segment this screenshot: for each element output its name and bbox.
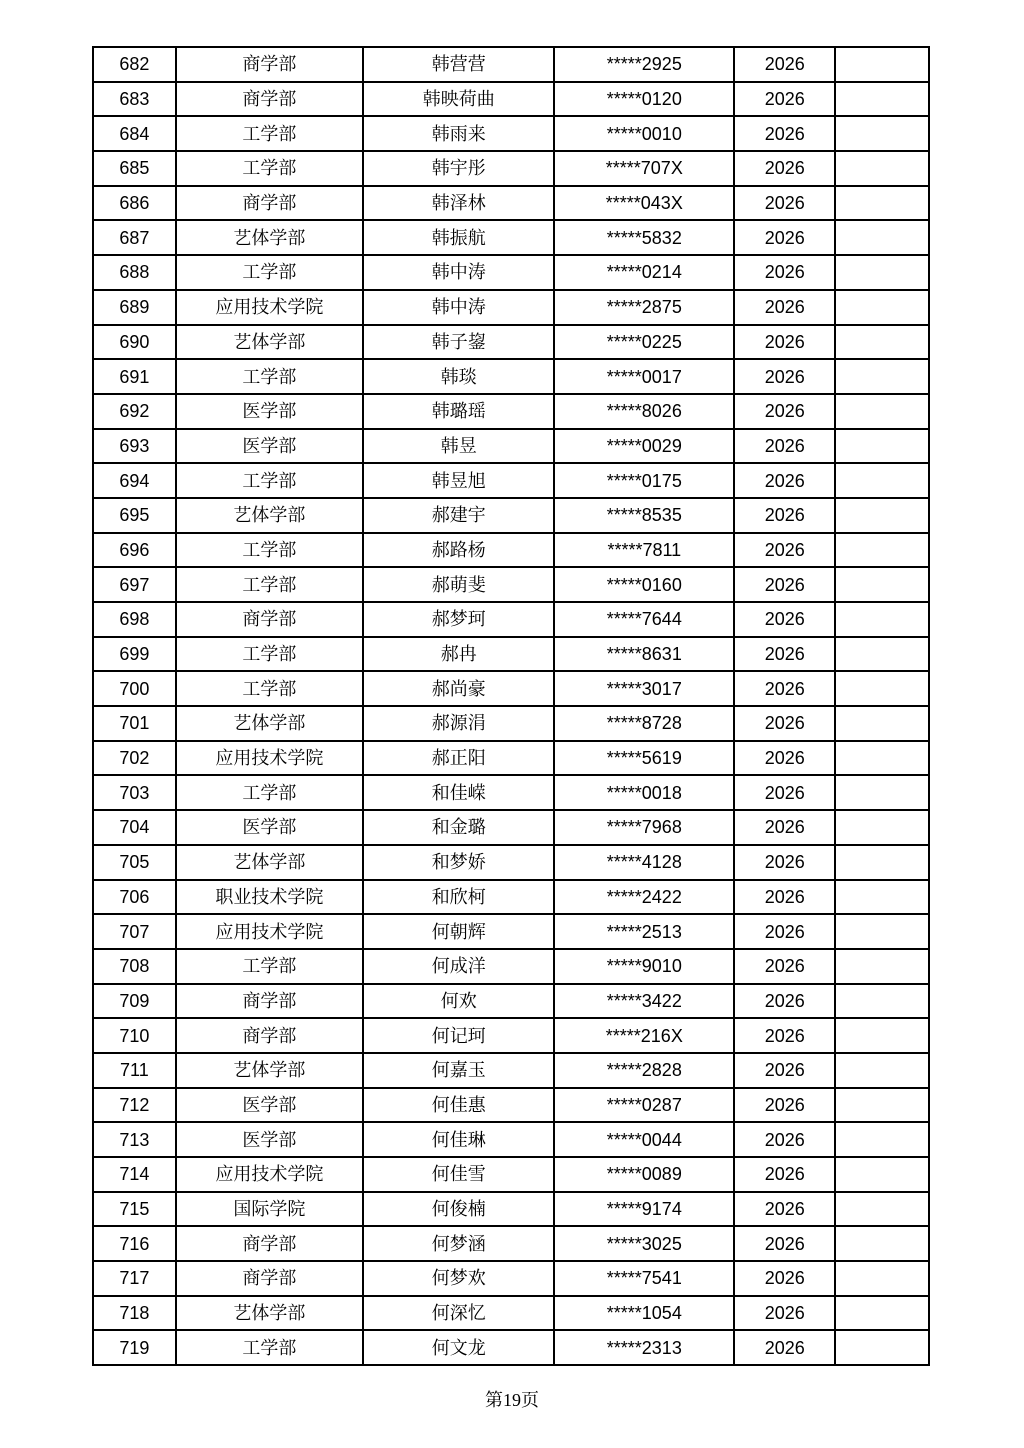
cell-name: 何佳雪 [363,1157,554,1192]
cell-index: 686 [93,186,176,221]
cell-index: 703 [93,775,176,810]
cell-department: 医学部 [176,1088,363,1123]
cell-id-masked: *****2513 [554,914,734,949]
table-row [93,533,929,568]
cell-id-masked: *****7541 [554,1261,734,1296]
cell-year: 2026 [734,82,835,117]
cell-index: 689 [93,290,176,325]
cell-name: 郝源涓 [363,706,554,741]
cell-name: 郝冉 [363,637,554,672]
cell-index: 705 [93,845,176,880]
cell-department: 应用技术学院 [176,290,363,325]
cell-id-masked: *****8728 [554,706,734,741]
cell-note [835,775,929,810]
cell-id-masked: *****5619 [554,741,734,776]
table-row [93,151,929,186]
cell-name: 何佳惠 [363,1088,554,1123]
table-row [93,116,929,151]
cell-note [835,533,929,568]
cell-id-masked: *****2925 [554,47,734,82]
cell-index: 700 [93,671,176,706]
table-row [93,1261,929,1296]
cell-year: 2026 [734,1088,835,1123]
cell-name: 韩雨来 [363,116,554,151]
cell-index: 697 [93,567,176,602]
cell-id-masked: *****2875 [554,290,734,325]
cell-note [835,1088,929,1123]
cell-name: 韩昱 [363,429,554,464]
cell-note [835,1226,929,1261]
cell-id-masked: *****0018 [554,775,734,810]
cell-name: 何文龙 [363,1330,554,1365]
cell-id-masked: *****216X [554,1018,734,1053]
cell-index: 685 [93,151,176,186]
cell-index: 715 [93,1192,176,1227]
table-row [93,914,929,949]
table-row [93,880,929,915]
student-roster-table [92,46,930,1366]
cell-note [835,880,929,915]
table-row [93,186,929,221]
cell-note [835,845,929,880]
cell-id-masked: *****0214 [554,255,734,290]
table-row [93,1018,929,1053]
table-row [93,1330,929,1365]
cell-id-masked: *****0044 [554,1122,734,1157]
cell-department: 工学部 [176,775,363,810]
cell-department: 商学部 [176,82,363,117]
cell-id-masked: *****2313 [554,1330,734,1365]
cell-index: 707 [93,914,176,949]
cell-year: 2026 [734,1192,835,1227]
cell-index: 712 [93,1088,176,1123]
cell-name: 韩映荷曲 [363,82,554,117]
cell-note [835,1122,929,1157]
page-number: 第19页 [485,1390,539,1410]
cell-id-masked: *****0089 [554,1157,734,1192]
cell-id-masked: *****1054 [554,1296,734,1331]
cell-year: 2026 [734,1296,835,1331]
cell-department: 商学部 [176,186,363,221]
cell-note [835,1192,929,1227]
cell-id-masked: *****043X [554,186,734,221]
cell-name: 郝萌斐 [363,567,554,602]
cell-note [835,47,929,82]
cell-note [835,290,929,325]
cell-id-masked: *****0017 [554,359,734,394]
cell-index: 713 [93,1122,176,1157]
cell-note [835,671,929,706]
table-row [93,741,929,776]
cell-name: 何记珂 [363,1018,554,1053]
table-row [93,775,929,810]
table-row [93,1088,929,1123]
cell-department: 艺体学部 [176,706,363,741]
cell-year: 2026 [734,47,835,82]
cell-id-masked: *****0010 [554,116,734,151]
cell-year: 2026 [734,914,835,949]
cell-id-masked: *****2828 [554,1053,734,1088]
cell-year: 2026 [734,429,835,464]
page-footer [0,1386,1024,1412]
cell-year: 2026 [734,810,835,845]
table-row [93,394,929,429]
cell-department: 商学部 [176,1261,363,1296]
cell-id-masked: *****2422 [554,880,734,915]
table-row [93,325,929,360]
table-row [93,429,929,464]
table-row [93,290,929,325]
cell-index: 682 [93,47,176,82]
cell-department: 工学部 [176,359,363,394]
cell-year: 2026 [734,533,835,568]
cell-year: 2026 [734,151,835,186]
cell-year: 2026 [734,741,835,776]
cell-year: 2026 [734,602,835,637]
cell-index: 693 [93,429,176,464]
cell-department: 工学部 [176,463,363,498]
cell-department: 医学部 [176,1122,363,1157]
cell-name: 何深忆 [363,1296,554,1331]
table-row [93,1192,929,1227]
table-row [93,1296,929,1331]
cell-department: 商学部 [176,1018,363,1053]
table-row [93,1226,929,1261]
cell-note [835,810,929,845]
cell-index: 684 [93,116,176,151]
cell-note [835,706,929,741]
cell-name: 和佳嵘 [363,775,554,810]
cell-id-masked: *****0287 [554,1088,734,1123]
table-row [93,1053,929,1088]
cell-id-masked: *****4128 [554,845,734,880]
cell-note [835,255,929,290]
cell-index: 704 [93,810,176,845]
cell-department: 艺体学部 [176,1296,363,1331]
cell-id-masked: *****0225 [554,325,734,360]
cell-name: 何梦涵 [363,1226,554,1261]
table-row [93,984,929,1019]
cell-name: 何成洋 [363,949,554,984]
cell-id-masked: *****8631 [554,637,734,672]
cell-year: 2026 [734,186,835,221]
cell-name: 何佳琳 [363,1122,554,1157]
table-row [93,1157,929,1192]
cell-note [835,741,929,776]
cell-name: 郝尚豪 [363,671,554,706]
cell-note [835,429,929,464]
cell-index: 691 [93,359,176,394]
cell-index: 710 [93,1018,176,1053]
cell-note [835,1157,929,1192]
table-row [93,220,929,255]
cell-department: 艺体学部 [176,325,363,360]
cell-year: 2026 [734,845,835,880]
cell-name: 何嘉玉 [363,1053,554,1088]
table-row [93,637,929,672]
cell-department: 工学部 [176,1330,363,1365]
cell-department: 工学部 [176,949,363,984]
cell-note [835,984,929,1019]
cell-name: 何俊楠 [363,1192,554,1227]
cell-department: 工学部 [176,671,363,706]
cell-name: 何朝辉 [363,914,554,949]
cell-department: 艺体学部 [176,498,363,533]
cell-department: 应用技术学院 [176,914,363,949]
cell-index: 702 [93,741,176,776]
cell-note [835,1261,929,1296]
cell-index: 718 [93,1296,176,1331]
cell-id-masked: *****0029 [554,429,734,464]
cell-department: 职业技术学院 [176,880,363,915]
cell-id-masked: *****9010 [554,949,734,984]
cell-name: 郝正阳 [363,741,554,776]
cell-note [835,1053,929,1088]
cell-department: 医学部 [176,810,363,845]
cell-id-masked: *****707X [554,151,734,186]
cell-department: 工学部 [176,151,363,186]
cell-index: 708 [93,949,176,984]
table-row [93,706,929,741]
cell-note [835,914,929,949]
cell-note [835,463,929,498]
table-row [93,810,929,845]
cell-year: 2026 [734,1226,835,1261]
cell-index: 692 [93,394,176,429]
cell-year: 2026 [734,359,835,394]
cell-index: 695 [93,498,176,533]
table-row [93,1122,929,1157]
cell-note [835,1018,929,1053]
table-row [93,949,929,984]
cell-year: 2026 [734,637,835,672]
cell-index: 706 [93,880,176,915]
cell-department: 工学部 [176,255,363,290]
cell-name: 韩营营 [363,47,554,82]
cell-year: 2026 [734,1018,835,1053]
cell-department: 国际学院 [176,1192,363,1227]
cell-index: 694 [93,463,176,498]
cell-note [835,1330,929,1365]
cell-year: 2026 [734,880,835,915]
table-row [93,359,929,394]
cell-note [835,359,929,394]
cell-department: 医学部 [176,429,363,464]
cell-id-masked: *****5832 [554,220,734,255]
cell-department: 应用技术学院 [176,1157,363,1192]
cell-year: 2026 [734,775,835,810]
cell-note [835,1296,929,1331]
cell-id-masked: *****8026 [554,394,734,429]
cell-name: 韩璐瑶 [363,394,554,429]
cell-id-masked: *****0175 [554,463,734,498]
cell-id-masked: *****7968 [554,810,734,845]
cell-year: 2026 [734,255,835,290]
cell-index: 714 [93,1157,176,1192]
cell-name: 韩中涛 [363,255,554,290]
cell-name: 何梦欢 [363,1261,554,1296]
cell-year: 2026 [734,220,835,255]
cell-note [835,394,929,429]
table-row [93,567,929,602]
cell-year: 2026 [734,984,835,1019]
cell-index: 688 [93,255,176,290]
cell-note [835,186,929,221]
student-table-body [93,47,929,1365]
table-row [93,602,929,637]
cell-department: 商学部 [176,602,363,637]
cell-year: 2026 [734,463,835,498]
cell-note [835,82,929,117]
cell-id-masked: *****7811 [554,533,734,568]
cell-id-masked: *****0120 [554,82,734,117]
cell-year: 2026 [734,116,835,151]
cell-index: 687 [93,220,176,255]
cell-name: 韩中涛 [363,290,554,325]
cell-index: 701 [93,706,176,741]
cell-department: 医学部 [176,394,363,429]
cell-name: 何欢 [363,984,554,1019]
cell-year: 2026 [734,1157,835,1192]
cell-department: 应用技术学院 [176,741,363,776]
cell-year: 2026 [734,325,835,360]
table-row [93,845,929,880]
cell-note [835,498,929,533]
cell-note [835,116,929,151]
cell-name: 韩琰 [363,359,554,394]
cell-index: 711 [93,1053,176,1088]
cell-year: 2026 [734,1053,835,1088]
table-row [93,82,929,117]
cell-name: 韩昱旭 [363,463,554,498]
cell-name: 和欣柯 [363,880,554,915]
table-row [93,671,929,706]
cell-year: 2026 [734,394,835,429]
cell-note [835,637,929,672]
cell-year: 2026 [734,1261,835,1296]
cell-year: 2026 [734,567,835,602]
cell-name: 和金璐 [363,810,554,845]
cell-index: 690 [93,325,176,360]
table-row [93,463,929,498]
cell-year: 2026 [734,1330,835,1365]
table-row [93,255,929,290]
cell-id-masked: *****3422 [554,984,734,1019]
cell-year: 2026 [734,290,835,325]
cell-department: 工学部 [176,637,363,672]
cell-index: 699 [93,637,176,672]
cell-id-masked: *****3017 [554,671,734,706]
cell-name: 韩振航 [363,220,554,255]
cell-name: 郝路杨 [363,533,554,568]
cell-id-masked: *****7644 [554,602,734,637]
cell-id-masked: *****3025 [554,1226,734,1261]
cell-year: 2026 [734,498,835,533]
cell-id-masked: *****0160 [554,567,734,602]
cell-note [835,325,929,360]
cell-note [835,567,929,602]
cell-department: 艺体学部 [176,845,363,880]
cell-year: 2026 [734,1122,835,1157]
cell-year: 2026 [734,949,835,984]
cell-department: 工学部 [176,533,363,568]
cell-index: 698 [93,602,176,637]
cell-name: 和梦娇 [363,845,554,880]
cell-name: 郝建宇 [363,498,554,533]
cell-department: 艺体学部 [176,220,363,255]
cell-department: 工学部 [176,567,363,602]
cell-note [835,949,929,984]
cell-id-masked: *****8535 [554,498,734,533]
cell-index: 716 [93,1226,176,1261]
cell-index: 719 [93,1330,176,1365]
cell-department: 商学部 [176,984,363,1019]
cell-note [835,602,929,637]
table-row [93,47,929,82]
cell-id-masked: *****9174 [554,1192,734,1227]
cell-year: 2026 [734,706,835,741]
cell-department: 工学部 [176,116,363,151]
cell-index: 717 [93,1261,176,1296]
cell-index: 683 [93,82,176,117]
cell-name: 韩子鋆 [363,325,554,360]
table-row [93,498,929,533]
cell-name: 韩泽林 [363,186,554,221]
cell-department: 商学部 [176,1226,363,1261]
cell-name: 郝梦珂 [363,602,554,637]
cell-department: 艺体学部 [176,1053,363,1088]
cell-name: 韩宇彤 [363,151,554,186]
cell-note [835,151,929,186]
cell-department: 商学部 [176,47,363,82]
cell-note [835,220,929,255]
cell-index: 709 [93,984,176,1019]
cell-index: 696 [93,533,176,568]
cell-year: 2026 [734,671,835,706]
